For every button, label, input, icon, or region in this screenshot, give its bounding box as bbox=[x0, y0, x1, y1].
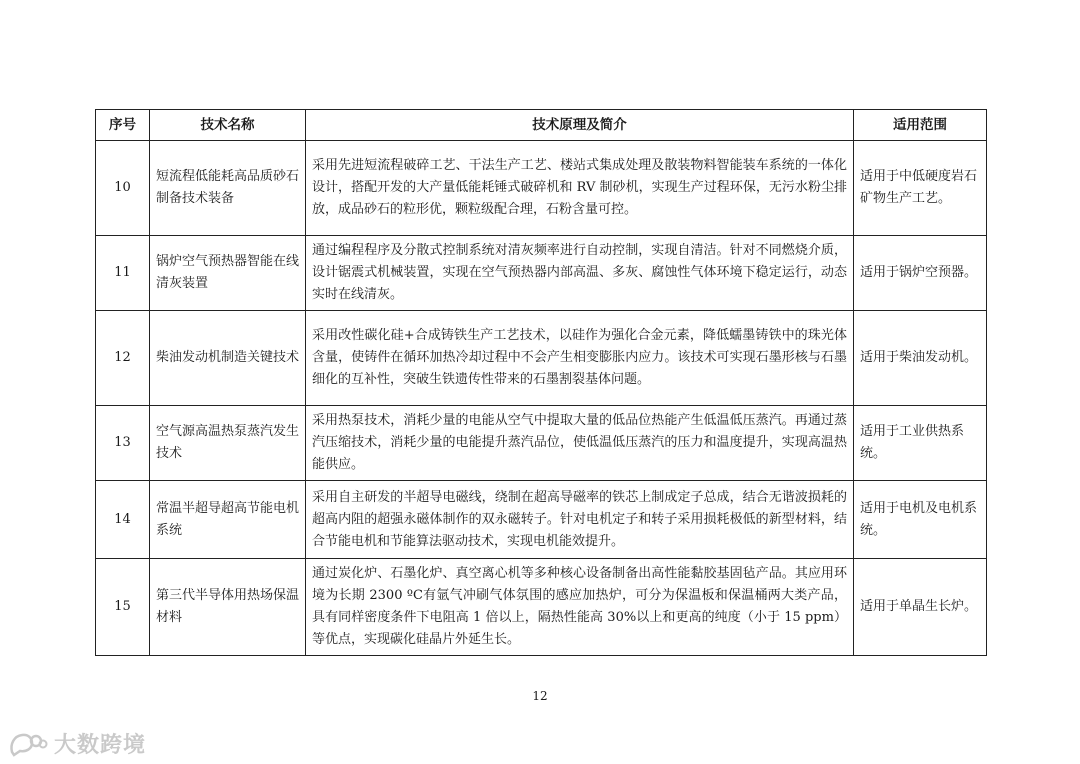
row-number: 11 bbox=[96, 236, 150, 311]
tech-name: 第三代半导体用热场保温材料 bbox=[150, 559, 306, 656]
page-number: 12 bbox=[532, 689, 548, 703]
row-number: 14 bbox=[96, 481, 150, 559]
tech-scope: 适用于柴油发动机。 bbox=[854, 311, 987, 406]
tech-scope: 适用于单晶生长炉。 bbox=[854, 559, 987, 656]
tech-description: 通过编程程序及分散式控制系统对清灰频率进行自动控制，实现自清洁。针对不同燃烧介质，设计锯震式机械装置，实现在空气预热器内部高温、多灰、腐蚀性气体环境下稳定运行，动态实时在线清灰。 bbox=[306, 236, 854, 311]
tech-scope: 适用于中低硬度岩石矿物生产工艺。 bbox=[854, 141, 987, 236]
table-header-row bbox=[96, 110, 987, 141]
table-row bbox=[96, 559, 987, 656]
tech-description: 采用改性碳化硅+合成铸铁生产工艺技术，以硅作为强化合金元素，降低蠕墨铸铁中的珠光体含量，使铸件在循环加热冷却过程中不会产生相变膨胀内应力。该技术可实现石墨形核与石墨细化的互补性，突破生铁遗传性带来的石墨割裂基体问题。 bbox=[306, 311, 854, 406]
technology-table bbox=[95, 109, 987, 656]
tech-name: 锅炉空气预热器智能在线清灰装置 bbox=[150, 236, 306, 311]
tech-name: 短流程低能耗高品质砂石制备技术装备 bbox=[150, 141, 306, 236]
tech-name: 空气源高温热泵蒸汽发生技术 bbox=[150, 406, 306, 481]
row-number: 15 bbox=[96, 559, 150, 656]
chat-bubble-logo-icon bbox=[8, 730, 48, 758]
table-row bbox=[96, 141, 987, 236]
header-principle: 技术原理及简介 bbox=[306, 110, 854, 141]
table-row bbox=[96, 406, 987, 481]
tech-name: 常温半超导超高节能电机系统 bbox=[150, 481, 306, 559]
row-number: 12 bbox=[96, 311, 150, 406]
tech-scope: 适用于锅炉空预器。 bbox=[854, 236, 987, 311]
tech-scope: 适用于工业供热系统。 bbox=[854, 406, 987, 481]
tech-description: 采用自主研发的半超导电磁线，绕制在超高导磁率的铁芯上制成定子总成，结合无谐波损耗的超高内阻的超强永磁体制作的双永磁转子。针对电机定子和转子采用损耗极低的新型材料，结合节能电机和节能算法驱动技术，实现电机能效提升。 bbox=[306, 481, 854, 559]
header-tech-name: 技术名称 bbox=[150, 110, 306, 141]
table-row bbox=[96, 311, 987, 406]
tech-description: 采用热泵技术，消耗少量的电能从空气中提取大量的低品位热能产生低温低压蒸汽。再通过蒸汽压缩技术，消耗少量的电能提升蒸汽品位，使低温低压蒸汽的压力和温度提升，实现高温热能供应。 bbox=[306, 406, 854, 481]
table-row bbox=[96, 236, 987, 311]
tech-scope: 适用于电机及电机系统。 bbox=[854, 481, 987, 559]
tech-name: 柴油发动机制造关键技术 bbox=[150, 311, 306, 406]
tech-description: 通过炭化炉、石墨化炉、真空离心机等多种核心设备制备出高性能黏胶基固毡产品。其应用环境为长期 2300 ºC有氩气冲刷气体氛围的感应加热炉，可分为保温板和保温桶两大类产品，具有同样密度条件下电阻高 1 倍以上，隔热性能高 30%以上和更高的纯度（小于 15 ppm）等优点，实现碳化硅晶片外延生长。 bbox=[306, 559, 854, 656]
header-seq: 序号 bbox=[96, 110, 150, 141]
watermark-text: 大数跨境 bbox=[54, 733, 147, 758]
row-number: 13 bbox=[96, 406, 150, 481]
row-number: 10 bbox=[96, 141, 150, 236]
table-row bbox=[96, 481, 987, 559]
tech-description: 采用先进短流程破碎工艺、干法生产工艺、楼站式集成处理及散装物料智能装车系统的一体化设计，搭配开发的大产量低能耗锤式破碎机和 RV 制砂机，实现生产过程环保，无污水粉尘排放，成品砂石的粒形优，颗粒级配合理，石粉含量可控。 bbox=[306, 141, 854, 236]
header-scope: 适用范围 bbox=[854, 110, 987, 141]
watermark bbox=[8, 728, 146, 759]
